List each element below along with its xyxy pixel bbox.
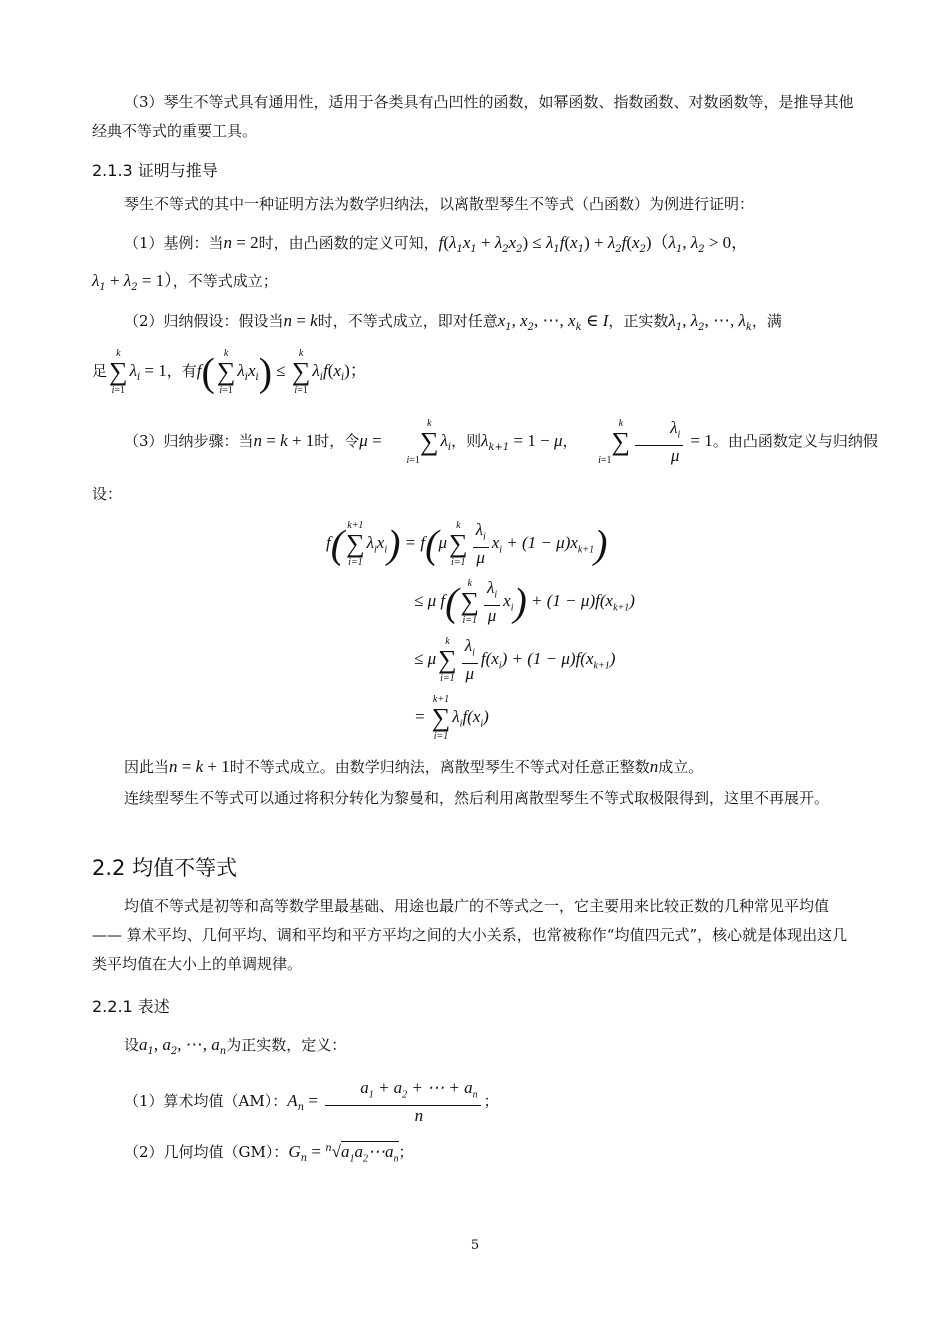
conclusion: 因此当n = k + 1时不等式成立。由数学归纳法，离散型琴生不等式对任意正整数n成立。 (124, 757, 704, 776)
conclusion-text-b: 时不等式成立。由数学归纳法，离散型琴生不等式对任意正整数 (229, 758, 650, 776)
step3-line: （3）归纳步骤：当n = k + 1时，令μ = k ∑ $i=1\lambda_i$，则$\lambda_{k+1} = 1 - \mu$，k ∑ i=1 $\frac{\lambda_i}{\mu}$ = 1。由凸函数定义与归纳假 (124, 418, 878, 467)
step3-text-b: 时，令 (314, 432, 360, 451)
gm-label: （2）几何均值（GM）： (124, 1143, 289, 1161)
proof-intro: 琴生不等式的其中一种证明方法为数学归纳法，以离散型琴生不等式（凸函数）为例进行证明： (124, 195, 755, 213)
step3-text-e: 。由凸函数定义与归纳假 (712, 432, 878, 451)
step3-line2: 设： (92, 485, 123, 503)
am-semicolon: ； (483, 1092, 499, 1111)
step2-text-b: 时，不等式成立，即对任意 (317, 312, 498, 330)
gm-definition: （2）几何均值（GM）：$G_n$ = $^n√a_1a_2\cdots a_n$； (124, 1142, 414, 1165)
def-text-b: 为正实数，定义： (226, 1036, 347, 1054)
section-2-2-heading: 2.2 均值不等式 (92, 856, 238, 880)
am-definition: （1）算术均值（AM）：$A_n$ = $\frac{a_1 + a_2 + \cdots + a_n}{n}$ ； (124, 1078, 499, 1126)
step1-text-b: 时，由凸函数的定义可知， (258, 234, 439, 252)
step2-text-f: ，有 (166, 362, 197, 380)
step2-text-a: （2）归纳假设：假设当 (124, 312, 284, 330)
definition-line: 设$a_1$, $a_2$, ⋯, $a_n$为正实数，定义： (124, 1035, 347, 1057)
step2-text-c: ，正实数 (608, 312, 669, 330)
derivation-line-4: = k+1 ∑ $i=1\lambda_if(x_i)$ (414, 694, 489, 742)
section-2-1-3-heading: 2.1.3 证明与推导 (92, 161, 218, 180)
derivation-line-1: f( k+1 ∑ $i=1\lambda_ix_i) = f(\mu k$ ∑ i=1 $\frac{\lambda_i}{\mu}$ $x_i + (1 - \mu)x_{k+1}$) (326, 520, 608, 569)
math-n-equals-2: n (223, 233, 233, 252)
step3-text-a: （3）归纳步骤：当 (124, 432, 254, 451)
page-number: 5 (470, 1238, 480, 1253)
continuous-remark: 连续型琴生不等式可以通过将积分转化为黎曼和，然后利用离散型琴生不等式取极限得到，这里不再展开。 (124, 789, 830, 807)
mean-inequality-intro: 均值不等式是初等和高等数学里最基础、用途也最广的不等式之一，它主要用来比较正数的几种常见平均值 —— 算术平均、几何平均、调和平均和平方平均之间的大小关系，也常被称作“均值四元式”，核心就是体现出这几类平均值在大小上的单调规律。 (92, 897, 848, 973)
am-label: （1）算术均值（AM）： (124, 1092, 288, 1111)
derivation-line-3: ≤ μk ∑ i=1 $\frac{\lambda_i}{\mu}$ $f(x_i) + (1 - \mu)f(x_{k+1})$ (414, 636, 616, 685)
math-convex-definition: f (438, 233, 444, 252)
section-2-2-1-heading: 2.2.1 表述 (92, 997, 170, 1016)
step1-line2: $\lambda_1 + \lambda_2 = 1$），不等式成立； (92, 271, 278, 293)
step3-text-c: ，则 (451, 432, 482, 451)
gm-semicolon: ； (398, 1143, 414, 1161)
step2-line2: 足k ∑ $i=1\lambda_i = 1$，有f( k ∑ $i=1\lambda_ix_i) \le k$ ∑ $i=1\lambda_if(x_i)$； (92, 348, 367, 396)
def-text-a: 设 (124, 1036, 140, 1054)
sum-symbol: k ∑ i=1 (109, 348, 128, 396)
step3-text-d: ， (562, 432, 578, 451)
step2-line: （2）归纳假设：假设当n = k时，不等式成立，即对任意$x_1$, $x_2$, ⋯, $x_k$ ∈ I，正实数$\lambda_1$, $\lambda_2$, ⋯, $\lambda_k$，满 (124, 311, 782, 333)
step2-text-d: ，满 (751, 312, 782, 330)
step1-text-a: （1）基例：当 (124, 234, 224, 252)
step1-line: （1）基例：当n = 2时，由凸函数的定义可知，$f(\lambda_1x_1 + \lambda_2x_2) \le \lambda_1f(x_1) + \lambda_2f(x_2)(\lambda_1$, $\lambda_2 > 0$， (124, 233, 749, 255)
step2-text-e: 足 (92, 362, 108, 380)
derivation-line-2: ≤ μ f( k ∑ i=1 $\frac{\lambda_i}{\mu}$ $x_i) + (1 - \mu)f(x_{k+1})$ (414, 578, 635, 627)
conclusion-text-a: 因此当 (124, 758, 170, 776)
step1-text-c: ，不等式成立； (172, 272, 278, 290)
conclusion-text-c: 成立。 (658, 758, 704, 776)
jensen-property-3: （3）琴生不等式具有通用性，适用于各类具有凸凹性的函数，如幂函数、指数函数、对数函数等，是推导其他经典不等式的重要工具。 (92, 93, 854, 140)
